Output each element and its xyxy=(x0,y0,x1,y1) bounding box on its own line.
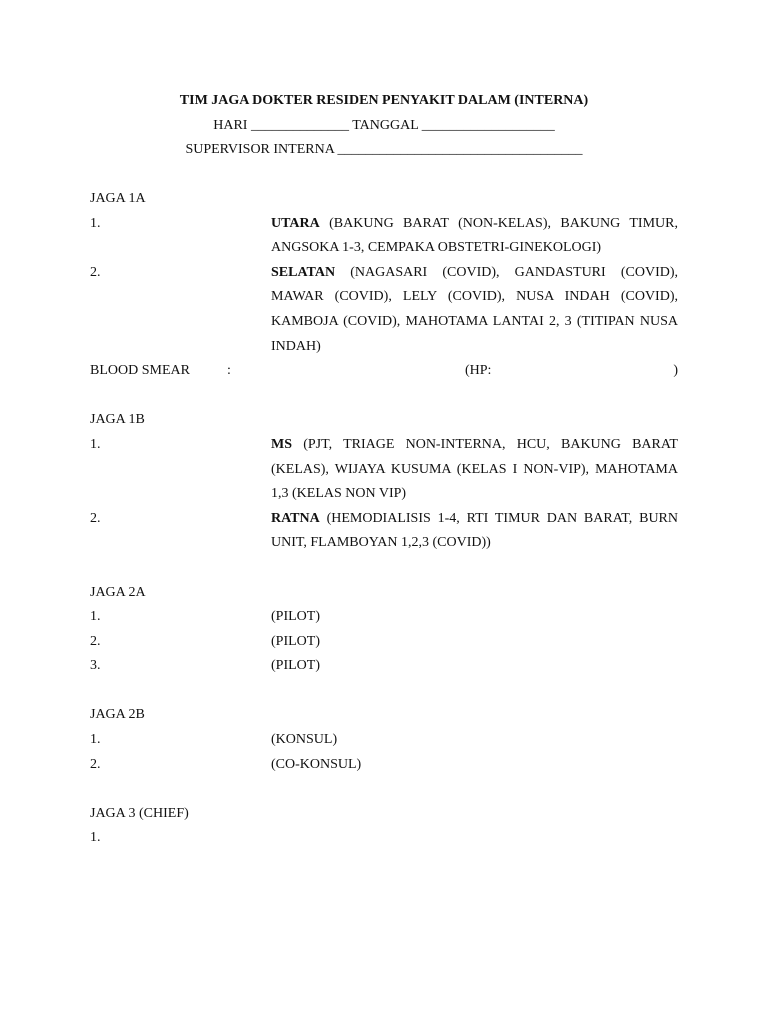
item-description: (CO-KONSUL) xyxy=(271,756,362,772)
ward-name: RATNA xyxy=(271,510,320,526)
ward-name: UTARA xyxy=(271,215,320,231)
blood-smear-colon: : xyxy=(227,363,231,379)
item-description xyxy=(271,261,678,359)
day-date-line: HARI ______________ TANGGAL ___________________ xyxy=(213,117,555,133)
section-heading: JAGA 1B xyxy=(90,412,145,428)
blood-smear-line xyxy=(90,359,678,384)
list-item xyxy=(90,507,678,556)
section-jaga-3-chief xyxy=(90,802,678,851)
ward-details: (HEMODIALISIS 1-4, RTI TIMUR DAN BARAT, BURN UNIT, FLAMBOYAN 1,2,3 (COVID)) xyxy=(271,510,678,551)
item-number: 2. xyxy=(90,264,101,280)
blood-smear-close: ) xyxy=(673,363,678,379)
supervisor-line: SUPERVISOR INTERNA ___________________________________ xyxy=(185,142,583,158)
section-jaga-2a xyxy=(90,581,678,679)
item-description xyxy=(271,826,678,851)
ward-name: MS xyxy=(271,436,292,452)
item-description: (PILOT) xyxy=(271,633,320,649)
item-number: 1. xyxy=(90,215,101,231)
section-jaga-1b xyxy=(90,408,678,556)
item-number: 1. xyxy=(90,609,101,625)
item-description: (PILOT) xyxy=(271,609,320,625)
item-description xyxy=(271,433,678,507)
list-item xyxy=(90,630,678,655)
item-number: 1. xyxy=(90,732,101,748)
section-heading: JAGA 1A xyxy=(90,191,146,206)
list-item xyxy=(90,433,678,507)
section-heading: JAGA 2B xyxy=(90,707,145,723)
document-body xyxy=(90,187,678,876)
list-item xyxy=(90,654,678,679)
section-heading: JAGA 3 (CHIEF) xyxy=(90,805,189,821)
ward-details: (PJT, TRIAGE NON-INTERNA, HCU, BAKUNG BARAT (KELAS), WIJAYA KUSUMA (KELAS I NON-VIP), MAHOTAMA 1,3 (KELAS NON VIP) xyxy=(271,436,678,502)
blood-smear-hp: (HP: xyxy=(465,363,492,379)
item-description xyxy=(271,212,678,261)
list-item xyxy=(90,261,678,359)
item-number: 1. xyxy=(90,830,101,846)
item-number: 1. xyxy=(90,436,101,452)
section-heading: JAGA 2A xyxy=(90,584,146,600)
list-item xyxy=(90,605,678,630)
document-title: TIM JAGA DOKTER RESIDEN PENYAKIT DALAM (INTERNA) xyxy=(179,93,589,108)
ward-name: SELATAN xyxy=(271,264,336,280)
section-jaga-1a xyxy=(90,187,678,384)
item-description xyxy=(271,507,678,556)
list-item xyxy=(90,826,678,851)
list-item xyxy=(90,753,678,778)
list-item xyxy=(90,728,678,753)
item-number: 2. xyxy=(90,756,101,772)
item-number: 2. xyxy=(90,510,101,526)
item-number: 2. xyxy=(90,633,101,649)
item-description: (PILOT) xyxy=(271,658,320,674)
item-number: 3. xyxy=(90,658,101,674)
document-header xyxy=(0,89,768,163)
list-item xyxy=(90,212,678,261)
ward-details: (BAKUNG BARAT (NON-KELAS), BAKUNG TIMUR, ANGSOKA 1-3, CEMPAKA OBSTETRI-GINEKOLOGI) xyxy=(271,215,678,256)
blood-smear-label: BLOOD SMEAR xyxy=(90,363,190,379)
ward-details: (NAGASARI (COVID), GANDASTURI (COVID), MAWAR (COVID), LELY (COVID), NUSA INDAH (COVID), KAMBOJA (COVID), MAHOTAMA LANTAI 2, 3 (TITIPAN NUSA INDAH) xyxy=(271,264,678,354)
item-description: (KONSUL) xyxy=(271,732,338,748)
section-jaga-2b xyxy=(90,703,678,777)
